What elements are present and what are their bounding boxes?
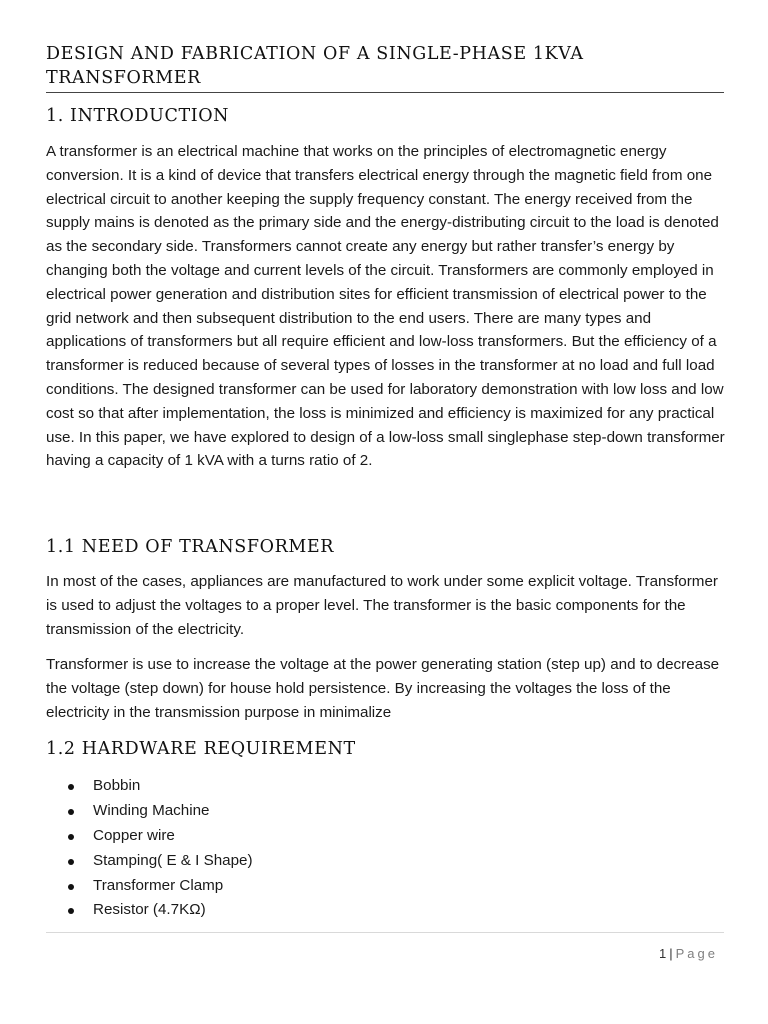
bullet-icon: [68, 784, 74, 790]
need-paragraph-2: Transformer is use to increase the voltage at the power generating station (step up) and to decrease the voltage (step down) for house hold persistence. By increasing the voltages the loss of the electricity in the transmission purpose in minimalize: [46, 656, 720, 721]
bullet-icon: [68, 859, 74, 865]
list-item-label: Winding Machine: [93, 801, 210, 819]
bullet-icon: [68, 884, 74, 890]
list-item: [46, 824, 253, 849]
list-item: [46, 898, 253, 923]
bullet-icon: [68, 908, 74, 914]
document-title: DESIGN AND FABRICATION OF A SINGLE-PHASE 1KVA TRANSFORMER: [46, 44, 584, 88]
list-item: [46, 774, 253, 799]
page-label: Page: [675, 946, 718, 961]
list-item: [46, 874, 253, 899]
hardware-list: [46, 774, 253, 923]
footer-separator: |: [669, 946, 673, 961]
footer-rule: [46, 932, 724, 933]
need-paragraph-1: In most of the cases, appliances are manufactured to work under some explicit voltage. Transformer is used to adjust the voltages to a proper level. The transformer is the basic components for the transmission of the electricity.: [46, 573, 718, 638]
page-number: 1: [659, 946, 667, 961]
bullet-icon: [68, 809, 74, 815]
list-item-label: Resistor (4.7KΩ): [93, 901, 206, 919]
list-item: [46, 799, 253, 824]
introduction-paragraph: A transformer is an electrical machine that works on the principles of electromagnetic energy conversion. It is a kind of device that transfers electrical energy through the magnetic field from one electrical circuit to another keeping the supply frequency constant. The energy received from the supply mains is denoted as the primary side and the energy-distributing circuit to the load is denoted as the secondary side. Transformers cannot create any energy but rather transfer’s energy by changing both the voltage and current levels of the circuit. Transformers are commonly employed in electrical power generation and distribution sites for efficient transmission of electrical power to the grid network and then subsequent distribution to the end users. There are many types and applications of transformers but all require efficient and low-loss transformers. But the efficiency of a transformer is reduced because of several types of losses in the transformer at no load and full load conditions. The designed transformer can be used for laboratory demonstration with low loss and low cost so that after implementation, the loss is minimized and efficiency is maximized for any practical use. In this paper, we have explored to design of a low-loss small singlephase step-down transformer having a capacity of 1 kVA with a turns ratio of 2.: [46, 143, 725, 470]
list-item-label: Transformer Clamp: [93, 876, 224, 894]
section-heading-introduction: 1. INTRODUCTION: [46, 106, 230, 126]
list-item-label: Copper wire: [93, 826, 175, 844]
list-item-label: Bobbin: [93, 777, 141, 794]
page-footer: [659, 946, 718, 961]
list-item-label: Stamping( E & I Shape): [93, 851, 253, 869]
title-underline: [46, 92, 724, 93]
list-item: [46, 849, 253, 874]
section-heading-need-of-transformer: 1.1 NEED OF TRANSFORMER: [46, 537, 335, 557]
section-heading-hardware-requirement: 1.2 HARDWARE REQUIREMENT: [46, 739, 356, 759]
bullet-icon: [68, 834, 74, 840]
